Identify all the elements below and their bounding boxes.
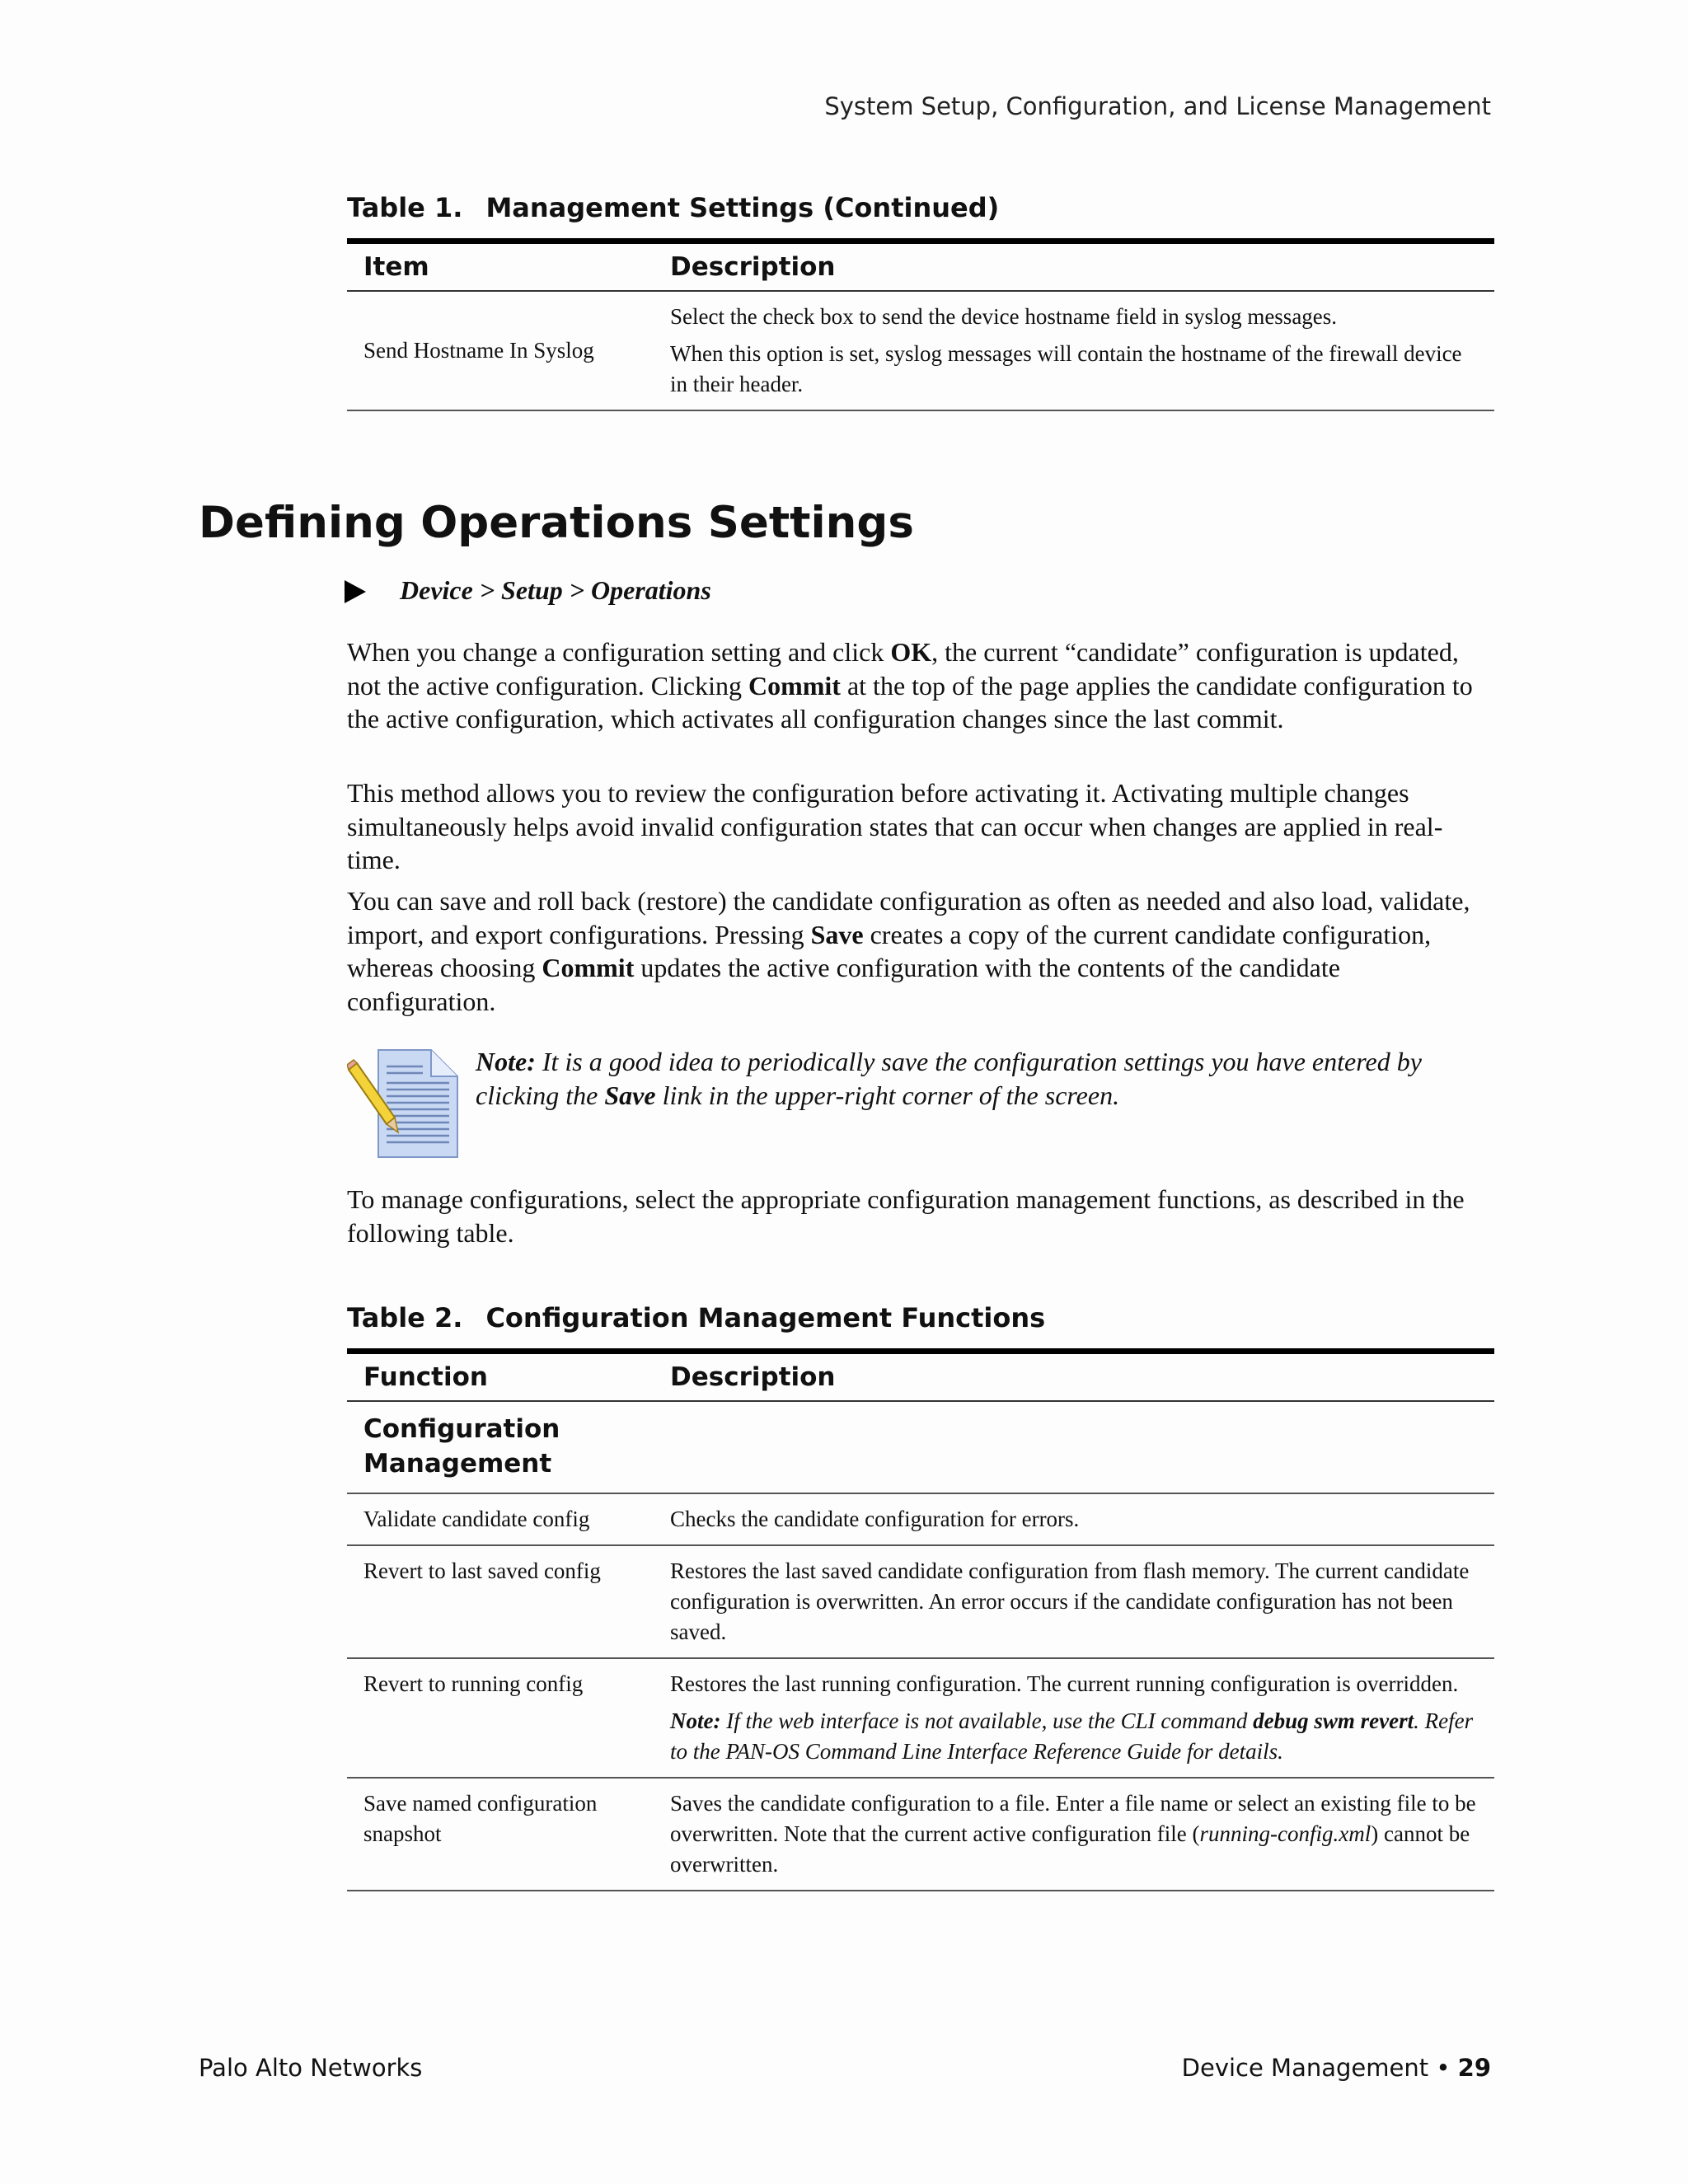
footer-page-info: [1182, 2054, 1491, 2082]
table-2-header-function: Function: [347, 1352, 654, 1402]
navigation-path: [347, 575, 711, 606]
save-link-term: Save: [604, 1080, 656, 1110]
table-row: [347, 291, 1494, 410]
description-cell: [654, 1658, 1494, 1778]
table-row: [347, 1778, 1494, 1891]
function-cell: Revert to running config: [347, 1658, 654, 1778]
table-1: [347, 238, 1494, 411]
table-1-header-description: Description: [654, 241, 1494, 292]
note-text: Note: It is a good idea to periodically save the configuration settings you have entered by clicking the Save link in the upper-right corner of the screen.: [476, 1047, 1422, 1110]
paragraph-save: You can save and roll back (restore) the candidate configuration as often as needed and also load, validate, import, and export configurations. Pressing Save creates a copy of the current candidate configuration, whereas choosing Commit updates the active configuration with the contents of the candidate configuration.: [347, 886, 1470, 1016]
running-header: System Setup, Configuration, and License Management: [824, 92, 1491, 120]
table-1-number: Table 1.: [347, 192, 463, 223]
table-2-header-description: Description: [654, 1352, 1494, 1402]
table-row: [347, 1545, 1494, 1658]
description-line: When this option is set, syslog messages will contain the hostname of the firewall device in their header.: [670, 341, 1462, 396]
ok-term: OK: [890, 637, 932, 667]
description-cell: Checks the candidate configuration for errors.: [654, 1493, 1494, 1545]
table-2-number: Table 2.: [347, 1302, 463, 1333]
table-section-row: [347, 1401, 1494, 1493]
section-row-label: Configuration Management: [347, 1401, 654, 1493]
page-number: 29: [1457, 2054, 1491, 2082]
paragraph-manage: To manage configurations, select the appropriate configuration management functions, as described in the following table.: [347, 1184, 1465, 1248]
commit-term: Commit: [542, 953, 635, 982]
table-1-title: Management Settings (Continued): [485, 192, 1000, 223]
function-cell: Validate candidate config: [347, 1493, 654, 1545]
footer-bullet: •: [1436, 2054, 1451, 2082]
commit-term: Commit: [748, 670, 841, 701]
function-cell: Save named configuration snapshot: [347, 1778, 654, 1891]
table-1-caption: [347, 192, 999, 223]
table-2-title: Configuration Management Functions: [485, 1302, 1046, 1333]
arrow-right-icon: [345, 580, 366, 603]
note-document-icon: [347, 1048, 462, 1160]
table-row: [347, 1493, 1494, 1545]
footer-chapter: Device Management: [1181, 2054, 1429, 2082]
function-cell: Revert to last saved config: [347, 1545, 654, 1658]
section-heading: Defining Operations Settings: [199, 498, 914, 548]
navigation-path-text: Device > Setup > Operations: [400, 575, 711, 605]
table-2-caption: [347, 1302, 1045, 1333]
table-row: [347, 1658, 1494, 1778]
description-line: Select the check box to send the device hostname field in syslog messages.: [670, 304, 1338, 329]
paragraph-commit: When you change a configuration setting and click OK, the current “candidate” configuration is updated, not the active configuration. Clicking Commit at the top of the page applies the candidate configuration to the active configuration, which activates all configuration changes since the last commit.: [347, 637, 1473, 733]
file-name: running-config.xml: [1199, 1821, 1372, 1846]
cell-note-label: Note:: [670, 1708, 721, 1733]
cli-command: debug swm revert: [1253, 1708, 1414, 1733]
table-1-item-cell: Send Hostname In Syslog: [347, 291, 654, 410]
description-cell: Restores the last saved candidate configuration from flash memory. The current candidate configuration is overwritten. An error occurs if the candidate configuration has not been saved.: [654, 1545, 1494, 1658]
table-1-header-item: Item: [347, 241, 654, 292]
footer-company: Palo Alto Networks: [199, 2054, 423, 2082]
table-1-description-cell: [654, 291, 1494, 410]
table-2: [347, 1348, 1494, 1891]
note-label: Note:: [476, 1047, 536, 1076]
save-term: Save: [810, 919, 864, 949]
description-line: Restores the last running configuration. The current running configuration is overridden.: [670, 1671, 1459, 1696]
description-cell: Saves the candidate configuration to a file. Enter a file name or select an existing file to be overwritten. Note that the current active configuration file (running-config.xml) cannot be overwritten.: [654, 1778, 1494, 1891]
paragraph-method: This method allows you to review the configuration before activating it. Activating multiple changes simultaneously helps avoid invalid configuration states that can occur when changes are applied in real-time.: [347, 778, 1443, 874]
cell-note: Note: If the web interface is not available, use the CLI command debug swm revert. Refer to the PAN-OS Command Line Interface Reference Guide for details.: [670, 1708, 1474, 1764]
